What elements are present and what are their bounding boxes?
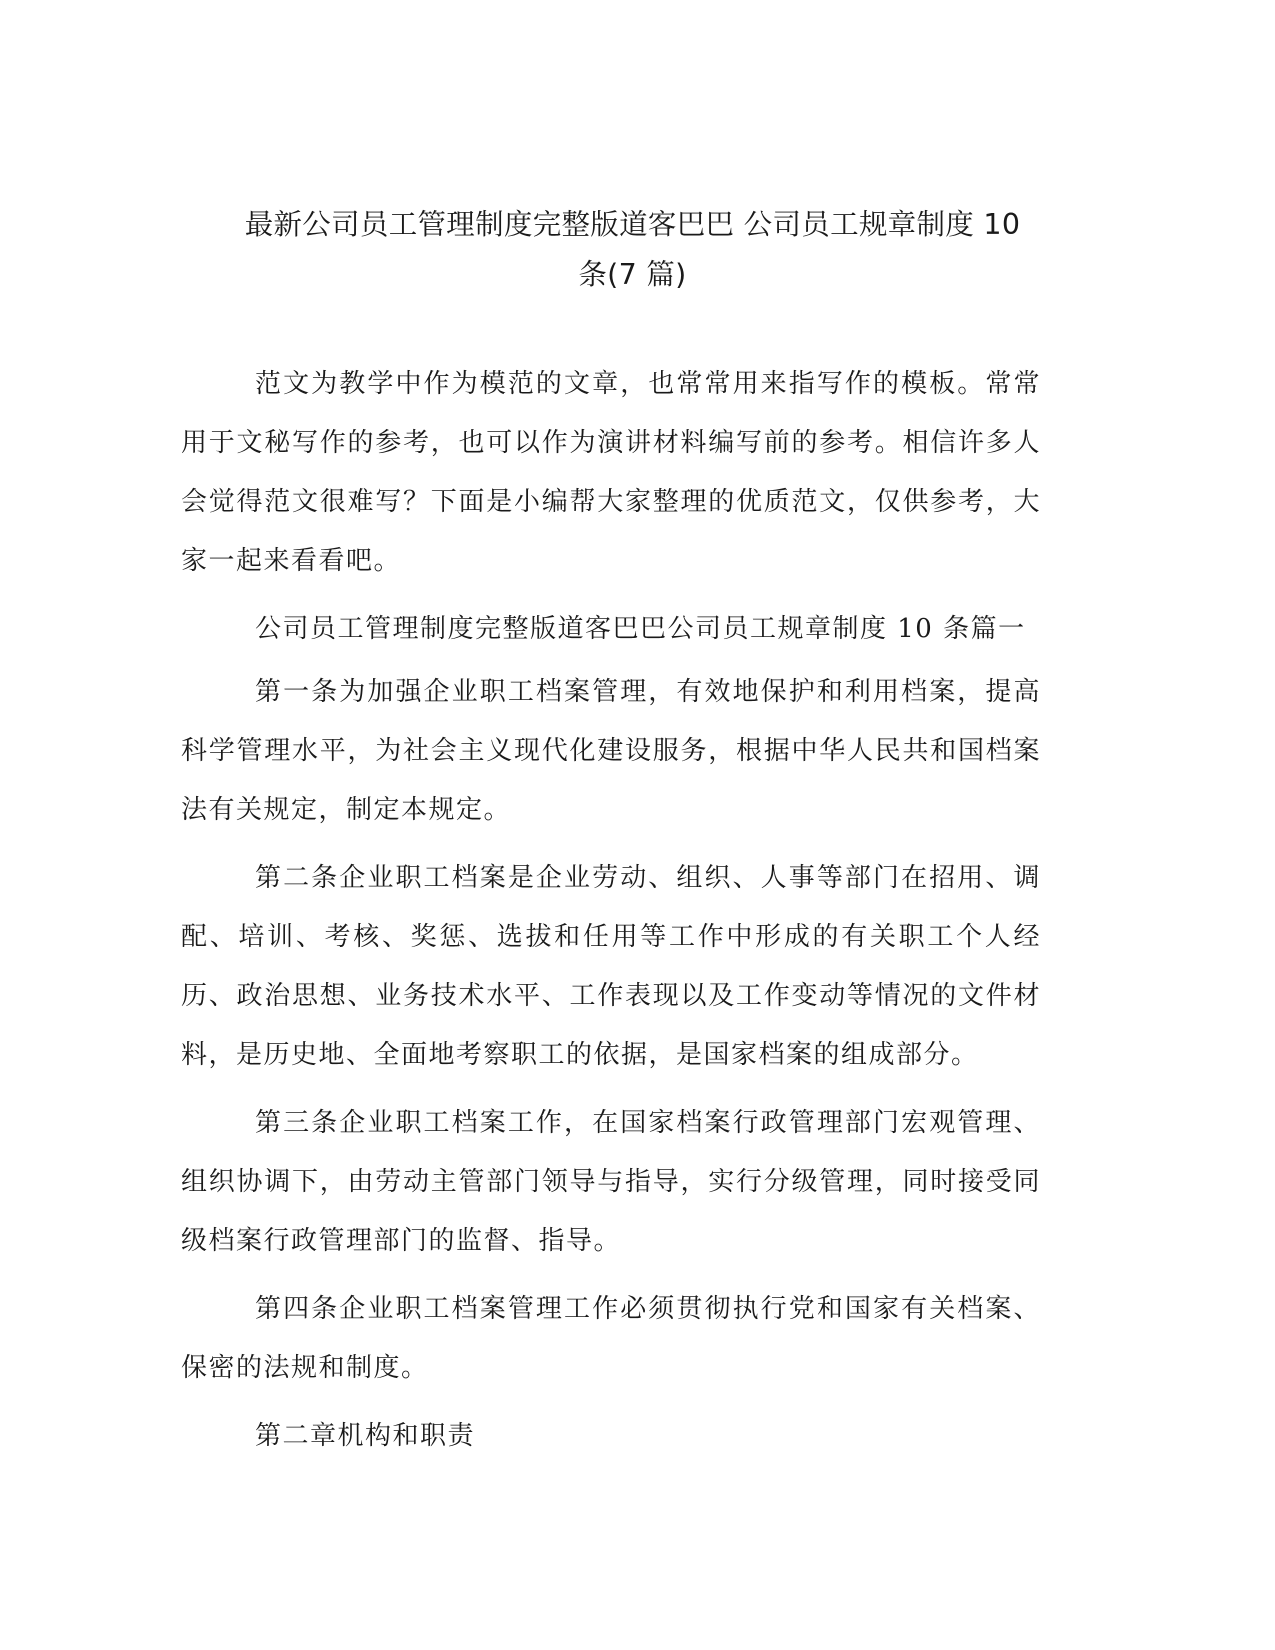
document-title (180, 200, 1085, 300)
article-1-paragraph: 第一条为加强企业职工档案管理，有效地保护和利用档案，提高科学管理水平，为社会主义现代化建设服务，根据中华人民共和国档案法有关规定，制定本规定。 (181, 677, 1041, 825)
title-line-1: 最新公司员工管理制度完整版道客巴巴 公司员工规章制度 10 (244, 208, 1021, 241)
article-2-paragraph: 第二条企业职工档案是企业劳动、组织、人事等部门在招用、调配、培训、考核、奖惩、选拔和任用等工作中形成的有关职工个人经历、政治思想、业务技术水平、工作表现以及工作变动等情况的文件材料，是历史地、全面地考察职工的依据，是国家档案的组成部分。 (181, 863, 1041, 1070)
intro-paragraph: 范文为教学中作为模范的文章，也常常用来指写作的模板。常常用于文秘写作的参考，也可以作为演讲材料编写前的参考。相信许多人会觉得范文很难写？下面是小编帮大家整理的优质范文，仅供参考，大家一起来看看吧。 (181, 369, 1041, 576)
title-line-2: 条(7 篇) (578, 258, 687, 291)
chapter-heading: 第二章机构和职责 (255, 1421, 476, 1451)
article-4-paragraph: 第四条企业职工档案管理工作必须贯彻执行党和国家有关档案、保密的法规和制度。 (181, 1294, 1041, 1383)
article-3-paragraph: 第三条企业职工档案工作，在国家档案行政管理部门宏观管理、组织协调下，由劳动主管部门领导与指导，实行分级管理，同时接受同级档案行政管理部门的监督、指导。 (181, 1108, 1041, 1256)
section-heading: 公司员工管理制度完整版道客巴巴公司员工规章制度 10 条篇一 (255, 614, 1026, 644)
document-body (181, 355, 1041, 1466)
